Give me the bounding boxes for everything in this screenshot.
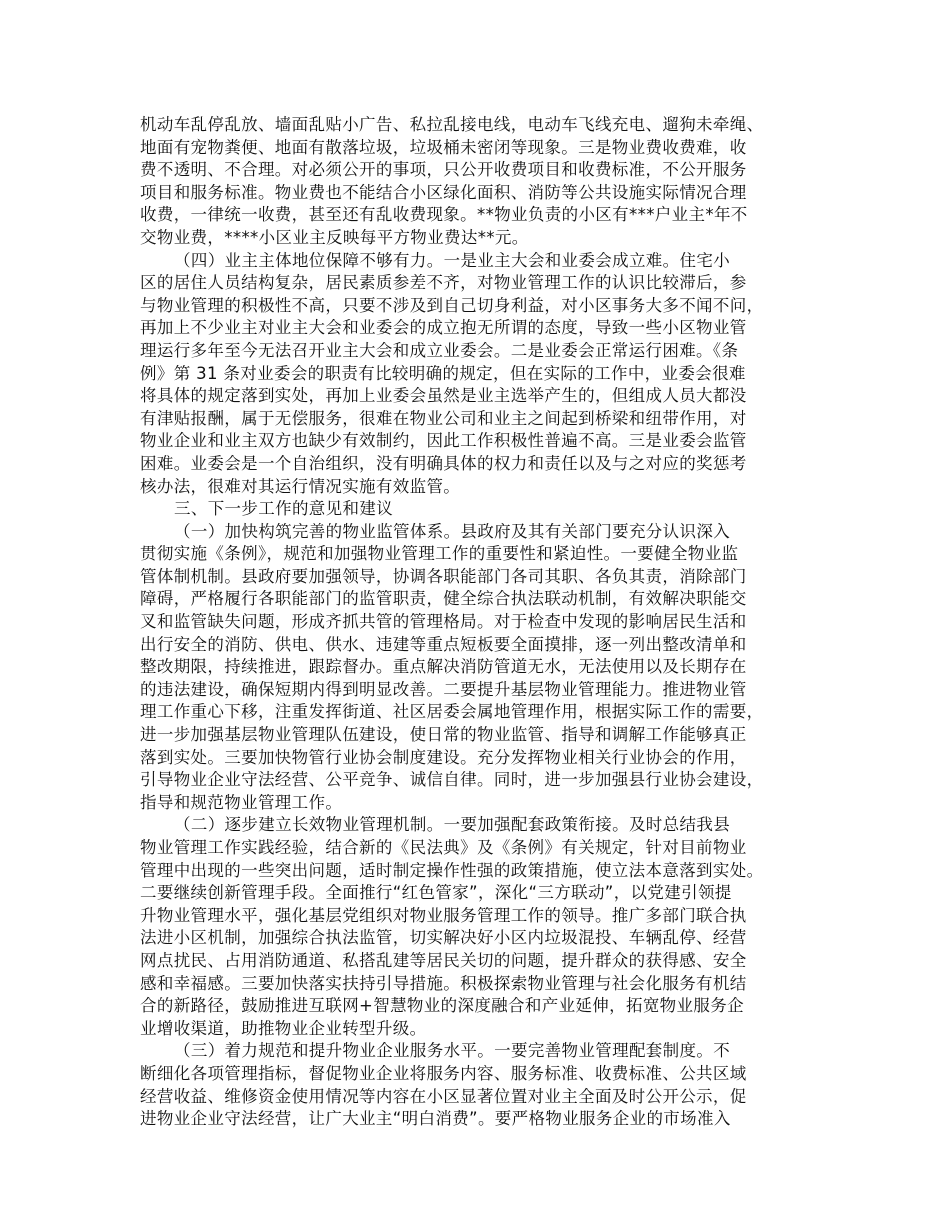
text-line: 贯彻实施《条例》，规范和加强物业管理工作的重要性和紧迫性。一要健全物业监 xyxy=(140,544,739,564)
text-line: 合的新路径，鼓励推进互联网+智慧物业的深度融合和产业延伸，拓宽物业服务企 xyxy=(140,996,744,1016)
text-line: 与物业管理的积极性不高，只要不涉及到自己切身利益，对小区事务大多不闻不问， xyxy=(140,295,764,315)
text-line: 出行安全的消防、供电、供水、违建等重点短板要全面摸排，逐一列出整改清单和 xyxy=(140,634,747,654)
text-line: 理运行多年至今无法召开业主大会和成立业委会。二是业委会正常运行困难。《条 xyxy=(140,340,739,360)
text-line: 机动车乱停乱放、墙面乱贴小广告、私拉乱接电线，电动车飞线充电、遛狗未牵绳、 xyxy=(140,115,764,134)
text-line: 进一步加强基层物业管理队伍建设，使日常的物业监管、指导和调解工作能够真正 xyxy=(140,725,747,745)
text-line: 障碍，严格履行各职能部门的监管职责，健全综合执法联动机制，有效解决职能交 xyxy=(140,589,747,609)
text-line: 的违法建设，确保短期内得到明显改善。二要提升基层物业管理能力。推进物业管 xyxy=(140,679,747,699)
text-line: 费不透明、不合理。对必须公开的事项，只公开收费项目和收费标准，不公开服务 xyxy=(140,160,747,180)
text-line: 有津贴报酬，属于无偿服务，很难在物业公司和业主之间起到桥梁和纽带作用，对 xyxy=(140,408,747,428)
text-line: 进物业企业守法经营，让广大业主“明白消费”。要严格物业服务企业的市场准入 xyxy=(140,1109,731,1129)
text-line: 法进小区机制，加强综合执法监管，切实解决好小区内垃圾混投、车辆乱停、经营 xyxy=(140,928,747,948)
text-line: 整改期限，持续推进，跟踪督办。重点解决消防管道无水，无法使用以及长期存在 xyxy=(140,657,747,677)
text-line: 将具体的规定落到实处，再加上业委会虽然是业主选举产生的，但组成人员大都没 xyxy=(140,386,747,406)
text-line: 理工作重心下移，注重发挥街道、社区居委会属地管理作用，根据实际工作的需要， xyxy=(140,702,764,722)
text-line: 核办法，很难对其运行情况实施有效监管。 xyxy=(140,476,461,496)
document-page xyxy=(140,114,832,1131)
text-line: （四）业主主体地位保障不够有力。一是业主大会和业委会成立难。住宅小 xyxy=(174,250,731,270)
text-line: 网点扰民、占用消防通道、私搭乱建等居民关切的问题，提升群众的获得感、安全 xyxy=(140,950,747,970)
text-line: 业增收渠道，助推物业企业转型升级。 xyxy=(140,1018,427,1038)
text-line: 叉和监管缺失问题，形成齐抓共管的管理格局。对于检查中发现的影响居民生活和 xyxy=(140,612,747,632)
text-line: 落到实处。三要加快物管行业协会制度建设。充分发挥物业相关行业协会的作用， xyxy=(140,747,747,767)
text-line: 断细化各项管理指标，督促物业企业将服务内容、服务标准、收费标准、公共区域 xyxy=(140,1063,747,1083)
text-line: 物业企业和业主双方也缺少有效制约，因此工作积极性普遍不高。三是业委会监管 xyxy=(140,431,747,451)
text-line: （一）加快构筑完善的物业监管体系。县政府及其有关部门要充分认识深入 xyxy=(174,521,731,541)
text-line: （二）逐步建立长效物业管理机制。一要加强配套政策衔接。及时总结我县 xyxy=(174,815,731,835)
text-line: 区的居住人员结构复杂，居民素质参差不齐，对物业管理工作的认识比较滞后，参 xyxy=(140,273,747,293)
text-line: 二要继续创新管理手段。全面推行“红色管家”，深化“三方联动”，以党建引领提 xyxy=(140,883,732,903)
text-line: 管理中出现的一些突出问题，适时制定操作性强的政策措施，使立法本意落到实处。 xyxy=(140,860,764,880)
text-line: 交物业费，****小区业主反映每平方物业费达**元。 xyxy=(140,227,529,247)
text-line: 经营收益、维修资金使用情况等内容在小区显著位置对业主全面及时公开公示，促 xyxy=(140,1086,747,1106)
text-line: 再加上不少业主对业主大会和业委会的成立抱无所谓的态度，导致一些小区物业管 xyxy=(140,318,747,338)
text-line: （三）着力规范和提升物业企业服务水平。一要完善物业管理配套制度。不 xyxy=(174,1041,731,1061)
text-line: 三、下一步工作的意见和建议 xyxy=(174,499,394,519)
text-line: 指导和规范物业管理工作。 xyxy=(140,792,343,812)
text-line: 收费，一律统一收费，甚至还有乱收费现象。**物业负责的小区有***户业主*年不 xyxy=(140,205,748,225)
text-line: 管体制机制。县政府要加强领导，协调各职能部门各司其职、各负其责，消除部门 xyxy=(140,566,747,586)
text-line: 感和幸福感。三要加快落实扶持引导措施。积极探索物业管理与社会化服务有机结 xyxy=(140,973,747,993)
text-line: 物业管理工作实践经验，结合新的《民法典》及《条例》有关规定，针对目前物业 xyxy=(140,838,747,857)
text-line: 例》第 31 条对业委会的职责有比较明确的规定，但在实际的工作中，业委会很难 xyxy=(140,363,746,383)
text-line: 地面有宠物粪便、地面有散落垃圾，垃圾桶未密闭等现象。三是物业费收费难，收 xyxy=(140,137,747,157)
text-line: 升物业管理水平，强化基层党组织对物业服务管理工作的领导。推广多部门联合执 xyxy=(140,905,747,925)
text-line: 困难。业委会是一个自治组织，没有明确具体的权力和责任以及与之对应的奖惩考 xyxy=(140,453,747,473)
text-line: 引导物业企业守法经营、公平竞争、诚信自律。同时，进一步加强县行业协会建设， xyxy=(140,770,764,790)
text-line: 项目和服务标准。物业费也不能结合小区绿化面积、消防等公共设施实际情况合理 xyxy=(140,182,747,202)
